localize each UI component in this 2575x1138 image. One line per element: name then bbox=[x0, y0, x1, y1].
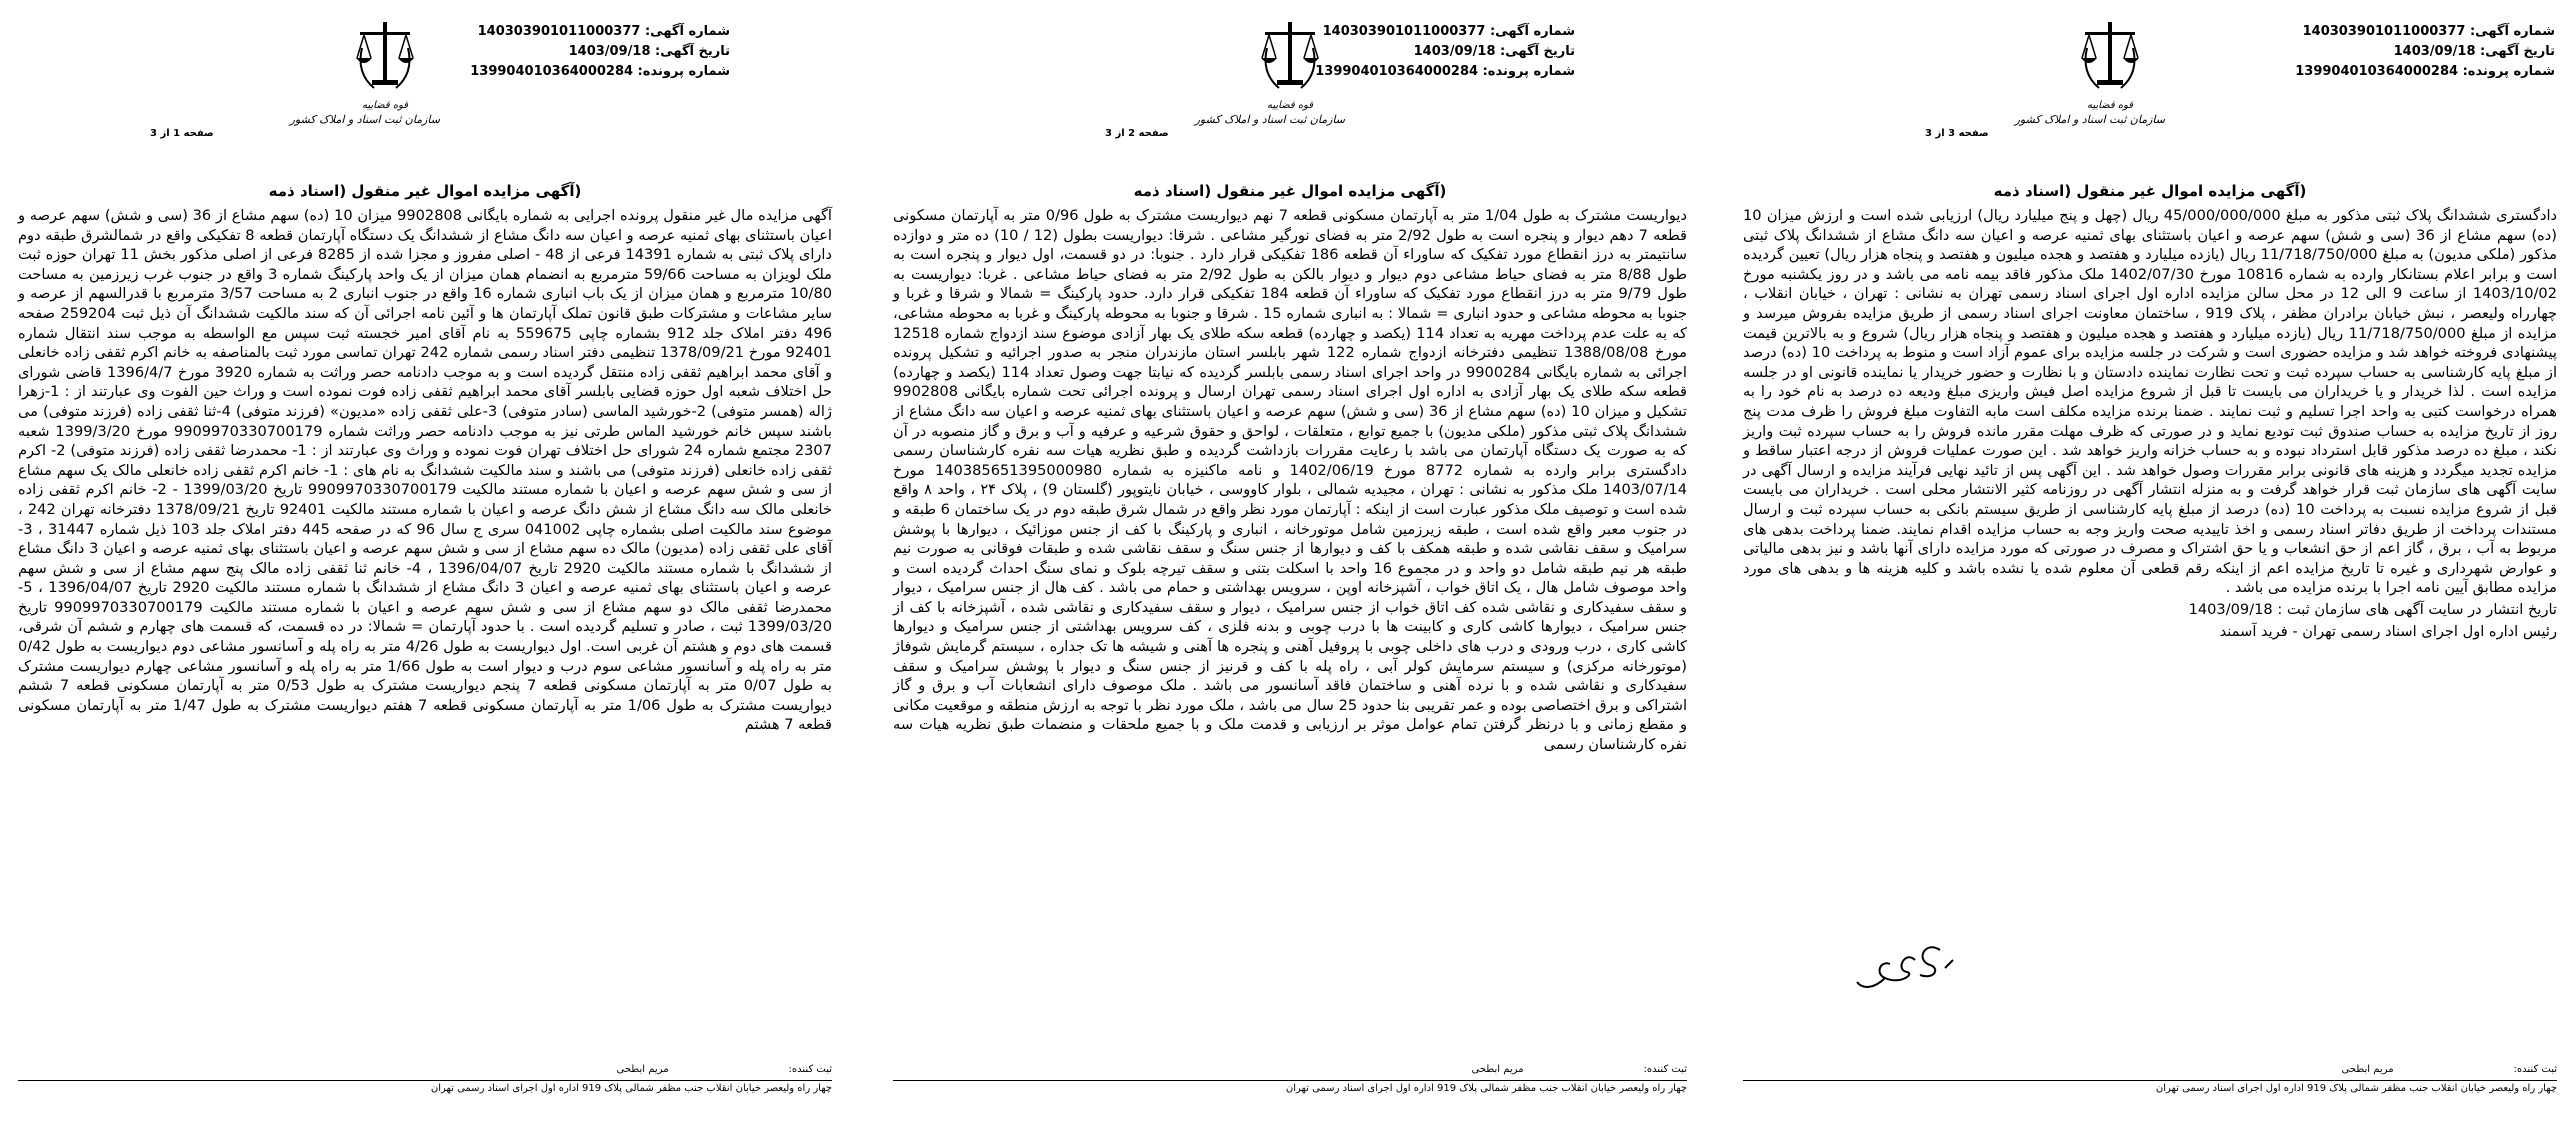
notice-title: (آگهی مزایده اموال غیر منقول (اسناد ذمه bbox=[268, 182, 582, 200]
page-footer bbox=[1743, 1062, 2557, 1097]
header-meta bbox=[2295, 22, 2555, 82]
registrar-name: مریم ابطحی bbox=[616, 1064, 669, 1075]
org-name: قوه قضاییه bbox=[2086, 100, 2134, 111]
notice-title: (آگهی مزایده اموال غیر منقول (اسناد ذمه bbox=[1993, 182, 2307, 200]
signer-line: رئیس اداره اول اجرای اسناد رسمی تهران - فرید آسمند bbox=[2219, 622, 2557, 640]
org-subtitle: سازمان ثبت اسناد و املاک کشور bbox=[1194, 113, 1345, 126]
ad-number-label: شماره آگهی: bbox=[1489, 24, 1575, 39]
ad-number: 140303901011000377 bbox=[2302, 24, 2466, 39]
registrar-label: ثبت کننده: bbox=[2513, 1064, 2557, 1075]
notice-body: دادگستری ششدانگ پلاک ثبتی مذکور به مبلغ 45/000/000/000 ریال (چهل و پنج میلیارد ریال) ارزیابی شده است و ارزش میزان 10 (ده) سهم مشاع از 36 (سی و شش) سهم عرصه و اعیان باستثنای بهای ثمنیه عرصه و اعیان سه دانگ مشاع از ششدانگ پلاک ثبتی مذکور (ملکی مدیون) به مبلغ 11/718/750/000 ریال (یازده میلیارد و هفتصد و هجده میلیون و هفتصد و پنجاه هزار ریال) تعیین گردیده است و برابر اعلام بستانکار وارده به شماره 10816 مورخ 1402/07/30 ملک مذکور فاقد بیمه نامه می باشد و در روز یکشنبه مورخ 1403/10/02 از ساعت 9 الی 12 در محل سالن مزایده اداره اول اجرای اسناد رسمی تهران به نشانی : تهران ، خیابان انقلاب ، چهارراه ولیعصر ، نبش خیابان برادران مظفر ، پلاک 919 ، ساختمان معاونت اجرای اسناد رسمی از طریق مزایده بفروش میرسد و مزایده از مبلغ 11/718/750/000 ریال (یازده میلیارد و هفتصد و هجده میلیون و هفتصد و پنجاه هزار ریال) شروع و به بالاترین قیمت پیشنهادی فروخته خواهد شد و مزایده حضوری است و شرکت در جلسه مزایده برای عموم آزاد است و منوط به پرداخت 10 (ده) درصد از مبلغ پایه کارشناسی به حساب سپرده ثبت و تحت نظارت نماینده دادستان و با نظارت و حضور خریدار یا نماینده قانونی او در جلسه مزایده است . لذا خریدار و یا خریداران می بایست تا قبل از شروع مزایده اصل فیش واریزی مبلغ ودیعه ده درصد به نام خود را به همراه درخواست کتبی به واحد اجرا تسلیم و ثبت نمایند . ضمنا برنده مزایده مکلف است مابه التفاوت مبلغ فروش را ظرف مدت پنج روز از تاریخ مزایده به حساب صندوق ثبت تودیع نماید و در صورتی که ظرف مهلت مقرر مانده فروش را به حساب سپرده ثبت واریز نکند ، مبلغ ده درصد مذکور قابل استرداد نبوده و به حساب خزانه واریز خواهد شد . این صورت عملیات فروش از درجه اعتبار ساقط و مزایده تجدید میگردد و هزینه های قانونی برابر مقررات وصول خواهد شد . این آگهی پس از تائید نهایی فرآیند مزایده و ارسال آگهی در سایت آگهی های سازمان ثبت قرار خواهد گرفت و به منزله انتشار آگهی در روزنامه کثیر الانتشار محلی است . خریداران می بایست قبل از شروع مزایده نسبت به پرداخت 10 (ده) درصد از مبلغ پایه کارشناسی از طریق سیستم بانکی به حساب سپرده ثبت و ارسال مستندات پرداخت از طریق دفاتر اسناد رسمی و اخذ تاییدیه صحت واریز وجه به حساب مزایده اقدام نمایند. ضمنا پرداخت بدهی های مربوط به آب ، برق ، گاز اعم از حق انشعاب و یا حق اشتراک و مصرف در صورتی که مورد مزایده دارای آنها باشد و نیز بدهی مالیاتی و عوارض شهرداری و غیره تا تاریخ مزایده اعم از اینکه رقم قطعی آن معلوم شده یا نشده باشد و کلیه هزینه ها و بدهی های مورد مزایده مطابق آیین نامه اجرا با برنده مزایده می باشد . bbox=[1743, 207, 2558, 597]
handwritten-signature bbox=[1845, 930, 1965, 1000]
page-indicator: صفحه 1 از 3 bbox=[150, 128, 214, 139]
page-header bbox=[875, 0, 1705, 170]
ad-number: 140303901011000377 bbox=[1322, 24, 1486, 39]
org-subtitle: سازمان ثبت اسناد و املاک کشور bbox=[2014, 113, 2165, 126]
ad-date-label: تاریخ آگهی: bbox=[1500, 44, 1575, 59]
file-number-label: شماره پرونده: bbox=[637, 64, 730, 79]
ad-date: 1403/09/18 bbox=[568, 44, 651, 59]
page-footer bbox=[893, 1062, 1687, 1097]
org-subtitle: سازمان ثبت اسناد و املاک کشور bbox=[289, 113, 440, 126]
page-footer bbox=[18, 1062, 832, 1097]
judiciary-emblem bbox=[289, 18, 440, 148]
document-page-1 bbox=[1725, 0, 2575, 1138]
ad-date: 1403/09/18 bbox=[1413, 44, 1496, 59]
ad-date: 1403/09/18 bbox=[2393, 44, 2476, 59]
notice-title: (آگهی مزایده اموال غیر منقول (اسناد ذمه bbox=[1133, 182, 1447, 200]
ad-number-label: شماره آگهی: bbox=[644, 24, 730, 39]
file-number: 139904010364000284 bbox=[1315, 64, 1479, 79]
notice-body: آگهی مزایده مال غیر منقول پرونده اجرایی به شماره بایگانی 9902808 میزان 10 (ده) سهم مشاع از 36 (سی و شش) سهم عرصه و اعیان باستثنای بهای ثمنیه عرصه و اعیان سه دانگ مشاع از ششدانگ یک دستگاه آپارتمان قطعه 8 تفکیکی واقع در شمالشرق طبقه دوم دارای پلاک ثبتی به شماره 14391 فرعی از 48 - اصلی مفروز و مجزا شده از 8285 فرعی از اصلی مذکور بخش 11 تهران حوزه ثبت ملک لویزان به مساحت 59/66 مترمربع به انضمام همان میزان از یک واحد پارکینگ شماره 3 واقع در جنوب غرب زیرزمین به مساحت 10/80 مترمربع و همان میزان از یک باب انباری شماره 16 واقع در جنوب انباری 2 به مساحت 3/57 مترمربع با قدرالسهم از عرصه و سایر مشاعات و مشترکات طبق قانون تملک آپارتمان ها و آئین نامه اجرائی آن که سند مالکیت ششدانگ آن ذیل ثبت 259204 صفحه 496 دفتر املاک جلد 912 بشماره چاپی 559675 به نام آقای امیر خجسته ثبت سپس مع الواسطه به موجب سند انتقال شماره 92401 مورخ 1378/09/21 تنظیمی دفتر اسناد رسمی شماره 242 تهران تماسی مورد ثبت بالمناصفه به خانم اکرم ثقفی زاده خانعلی و آقای محمد ابراهیم ثقفی زاده منتقل گردیده است و به موجب دادنامه حصر وراثت به شماره 3920 مورخ 1396/4/7 قاضی شورای حل اختلاف شعبه اول حوزه قضایی بابلسر آقای محمد ابراهیم ثقفی زاده فوت نموده است و وراث حین الفوت وی عبارتند از : 1-زهرا ژاله (همسر متوفی) 2-خورشید الماسی (سادر متوفی) 3-علی ثقفی زاده «مدیون» (فرزند متوفی) 4-ثنا ثقفی زاده (فرزند متوفی) می باشند سپس خانم خورشید الماس طرتی نیز به موجب دادنامه حصر وراثت شماره 9909970330700179 مورخ 1399/3/20 شعبه 2307 مجتمع شماره 24 شورای حل اختلاف تهران فوت نموده و وراث وی عبارتند از : 1- محمدرضا ثقفی زاده (فرزند متوفی) 2- اکرم ثقفی زاده خانعلی (فرزند متوفی) می باشند و سند مالکیت ششدانگ به نام های : 1- خانم اکرم ثقفی زاده خانعلی مالک یک سهم مشاع از سی و شش سهم عرصه و اعیان با شماره مستند مالکیت 9909970330700179 تاریخ 1399/03/20 - 2- خانم اکرم ثقفی زاده خانعلی مالک سه دانگ مشاع از شش دانگ عرصه و اعیان با شماره مستند مالکیت 92401 تاریخ 1378/09/21 دفترخانه تهران 242 ، موضوع سند مالکیت اصلی بشماره چاپی 041002 سری ج سال 96 که در صفحه 445 دفتر املاک جلد 103 ذیل شماره 31447 ، 3- آقای علی ثقفی زاده (مدیون) مالک ده سهم مشاع از سی و شش سهم عرصه و اعیان باستثنای بهای ثمنیه عرصه و اعیان 3 دانگ مشاع از ششدانگ با شماره مستند مالکیت 2920 تاریخ 1396/04/07 ، 4- خانم ثنا ثقفی زاده مالک پنج سهم مشاع از سی و شش سهم عرصه و اعیان باستثنای بهای ثمنیه عرصه و اعیان 3 دانگ مشاع از ششدانگ با شماره مستند مالکیت 2920 تاریخ 1396/04/07 ، 5- محمدرضا ثقفی مالک دو سهم مشاع از سی و شش سهم عرصه و اعیان با شماره مستند مالکیت 9909970330700179 تاریخ 1399/03/20 ثبت ، صادر و تسلیم گردیده است . با حدود آپارتمان = شمالا: در ده قسمت، که قسمت های چهارم و ششم آن شرقی، قسمت های دوم و هشتم آن غربی است. اول دیواریست به طول 4/26 متر به راه پله و آسانسور مشاعی دوم دیواریست به طول 0/42 متر به راه پله و آسانسور مشاعی سوم درب و دیوار است به طول 1/66 متر به راه پله و آسانسور مشاعی چهارم دیواریست مشترک به طول 0/07 متر به آپارتمان مسکونی قطعه 7 پنجم دیواریست مشترک به طول 0/53 متر به آپارتمان مسکونی قطعه 7 ششم دیواریست مشترک به طول 1/06 متر به آپارتمان مسکونی قطعه 7 هفتم دیواریست مشترک به طول 1/47 متر به آپارتمان مسکونی قطعه 7 هشتم bbox=[18, 207, 833, 734]
ad-number: 140303901011000377 bbox=[477, 24, 641, 39]
publish-date-line: تاریخ انتشار در سایت آگهی های سازمان ثبت : 1403/09/18 bbox=[2188, 600, 2557, 618]
file-number-label: شماره پرونده: bbox=[1482, 64, 1575, 79]
ad-date-label: تاریخ آگهی: bbox=[2480, 44, 2555, 59]
page-indicator: صفحه 3 از 3 bbox=[1925, 128, 1989, 139]
judiciary-emblem bbox=[1194, 18, 1345, 148]
page-indicator: صفحه 2 از 3 bbox=[1105, 128, 1169, 139]
page-header bbox=[0, 0, 850, 170]
page-header bbox=[1725, 0, 2575, 170]
file-number: 139904010364000284 bbox=[2295, 64, 2459, 79]
ad-number-label: شماره آگهی: bbox=[2469, 24, 2555, 39]
scales-emblem-icon bbox=[1255, 18, 1325, 98]
file-number-label: شماره پرونده: bbox=[2462, 64, 2555, 79]
scales-emblem-icon bbox=[2075, 18, 2145, 98]
document-page-2 bbox=[875, 0, 1705, 1138]
document-page-3 bbox=[0, 0, 850, 1138]
notice-body: دیواریست مشترک به طول 1/04 متر به آپارتمان مسکونی قطعه 7 نهم دیواریست مشترک به طول 0/96 متر به آپارتمان مسکونی قطعه 7 دهم دیوار و پنجره است به طول 2/92 متر به فضای نورگیر مشاعی . شرقا: دیواریست بطول (12 / 10) ده متر و دوازده سانتیمتر به درز انقطاع مورد تفکیک که ساوراء آن قطعه 186 تفکیکی قرار دارد . جنوبا: در دو قسمت، اول دیوار و پنجره است به طول 8/88 متر به فضای حیاط مشاعی دوم دیوار و دیوار بالکن به طول 2/92 متر به فضای حیاط مشاعی . غربا: دیواریست به طول 9/79 متر به درز انقطاع مورد تفکیک که ساوراء آن قطعه 184 تفکیکی قرار دارد. حدود پارکینگ = شمالا و شرقا و غربا و جنوبا به محوطه مشاعی و حدود انباری = شمالا : به انباری شماره 15 . شرقا و جنوبا به محوطه پارکینگ و غربا به محوطه مشاعی، که به علت عدم پرداخت مهریه به تعداد 114 (یکصد و چهارده) قطعه سکه طلای یک بهار آزادی موضوع سند ازدواج شماره 12518 مورخ 1388/08/08 تنظیمی دفترخانه ازدواج شماره 122 شهر بابلسر استان مازندران منجر به صدور اجرائیه و تشکیل پرونده اجرائی به شماره بایگانی 9900284 در واحد اجرای اسناد رسمی بابلسر گردیده که نیابتا جهت وصول تعداد 114 (یکصد و چهارده) قطعه سکه طلای یک بهار آزادی به اداره اول اجرای اسناد رسمی تهران ارسال و پرونده اجرائی تحت شماره بایگانی 9902808 تشکیل و میزان 10 (ده) سهم مشاع از 36 (سی و شش) سهم عرصه و اعیان باستثنای بهای ثمنیه عرصه و اعیان سه دانگ مشاع از ششدانگ پلاک ثبتی مذکور (ملکی مدیون) با جمیع توابع ، متعلقات ، لواحق و حقوق شرعیه و عرفیه و آب و برق و گاز منصوبه در آن که به صورت یک دستگاه آپارتمان می باشد با رعایت مقررات بازداشت گردیده و طبق نظریه هیات سه نفره کارشناسان رسمی دادگستری برابر وارده به شماره 8772 مورخ 1402/06/19 و نامه ماکنیزه به شماره 140385651395000980 مورخ 1403/07/14 ملک مذکور به نشانی : تهران ، مجیدیه شمالی ، بلوار کاووسی ، خیابان نایتوپور (گلستان 9) ، پلاک ۲۴ ، واحد ۸ واقع شده است و توصیف ملک مذکور عبارت است از اینکه : آپارتمان مورد نظر واقع در شمال شرق طبقه دوم در یک ساختمان 6 طبقه و در جنوب معبر واقع شده است ، طبقه زیرزمین شامل موتورخانه ، انباری و پارکینگ با کف از جنس موزائیک ، دیوارها با پوشش سرامیک و سقف نقاشی شده و طبقه همکف با کف و دیوارها از جنس سنگ و سقف نقاشی شده و طبقات فوقانی به صورت نیم طبقه هر نیم طبقه شامل دو واحد و در مجموع 16 واحد با اسکلت بتنی و سقف تیرچه بلوک و نمای سنگ احداث گردیده است و واحد موصوف شامل هال ، یک اتاق خواب ، آشپزخانه اوپن ، سرویس بهداشتی و حمام می باشد . کف هال از جنس سرامیک ، دیوار و سقف سفیدکاری و نقاشی شده کف اتاق خواب از جنس سرامیک ، دیوار و سقف سفیدکاری و نقاشی شده ، آشپزخانه با کف از جنس سرامیک ، دیوارها کاشی کاری و کابینت ها با درب چوبی و بدنه فلزی ، کف سرویس بهداشتی از جنس سرامیک و دیوارها کاشی کاری ، درب ورودی و درب های داخلی چوبی با پروفیل آهنی و پنجره ها آهنی و شیشه ها تک جداره ، سیستم گرمایش شوفاژ (موتورخانه مرکزی) و سیستم سرمایش کولر آبی ، راه پله با کف و قرنیز از جنس سنگ و دیوار با پوشش سرامیک و سقف سفیدکاری و نقاشی شده و با نرده آهنی و ساختمان فاقد آسانسور می باشد . ملک موصوف دارای انشعابات آب و برق و گاز اشتراکی و برق اختصاصی بوده و عمر تقریبی بنا حدود 25 سال می باشد ، ملک مورد نظر با توجه به ارزش منطقه و موقعیت مکانی و مقطع زمانی و با درنظر گرفتن تمام عوامل موثر بر ارزیابی و قدمت ملک و با جمیع ملحقات و منضمات طبق نظریه هیات سه نفره کارشناسان رسمی bbox=[893, 207, 1688, 754]
scales-emblem-icon bbox=[350, 18, 420, 98]
judiciary-emblem bbox=[2014, 18, 2165, 148]
registrar-label: ثبت کننده: bbox=[1643, 1064, 1687, 1075]
registrar-label: ثبت کننده: bbox=[788, 1064, 832, 1075]
ad-date-label: تاریخ آگهی: bbox=[655, 44, 730, 59]
header-meta bbox=[470, 22, 730, 82]
footer-address: چهار راه ولیعصر خیابان انقلاب جنب مظفر شمالی پلاک 919 اداره اول اجرای اسناد رسمی تهران bbox=[2155, 1083, 2557, 1094]
org-name: قوه قضاییه bbox=[1266, 100, 1314, 111]
footer-address: چهار راه ولیعصر خیابان انقلاب جنب مظفر شمالی پلاک 919 اداره اول اجرای اسناد رسمی تهران bbox=[1285, 1083, 1687, 1094]
footer-address: چهار راه ولیعصر خیابان انقلاب جنب مظفر شمالی پلاک 919 اداره اول اجرای اسناد رسمی تهران bbox=[430, 1083, 832, 1094]
registrar-name: مریم ابطحی bbox=[2341, 1064, 2394, 1075]
org-name: قوه قضاییه bbox=[361, 100, 409, 111]
header-meta bbox=[1315, 22, 1575, 82]
registrar-name: مریم ابطحی bbox=[1471, 1064, 1524, 1075]
file-number: 139904010364000284 bbox=[470, 64, 634, 79]
